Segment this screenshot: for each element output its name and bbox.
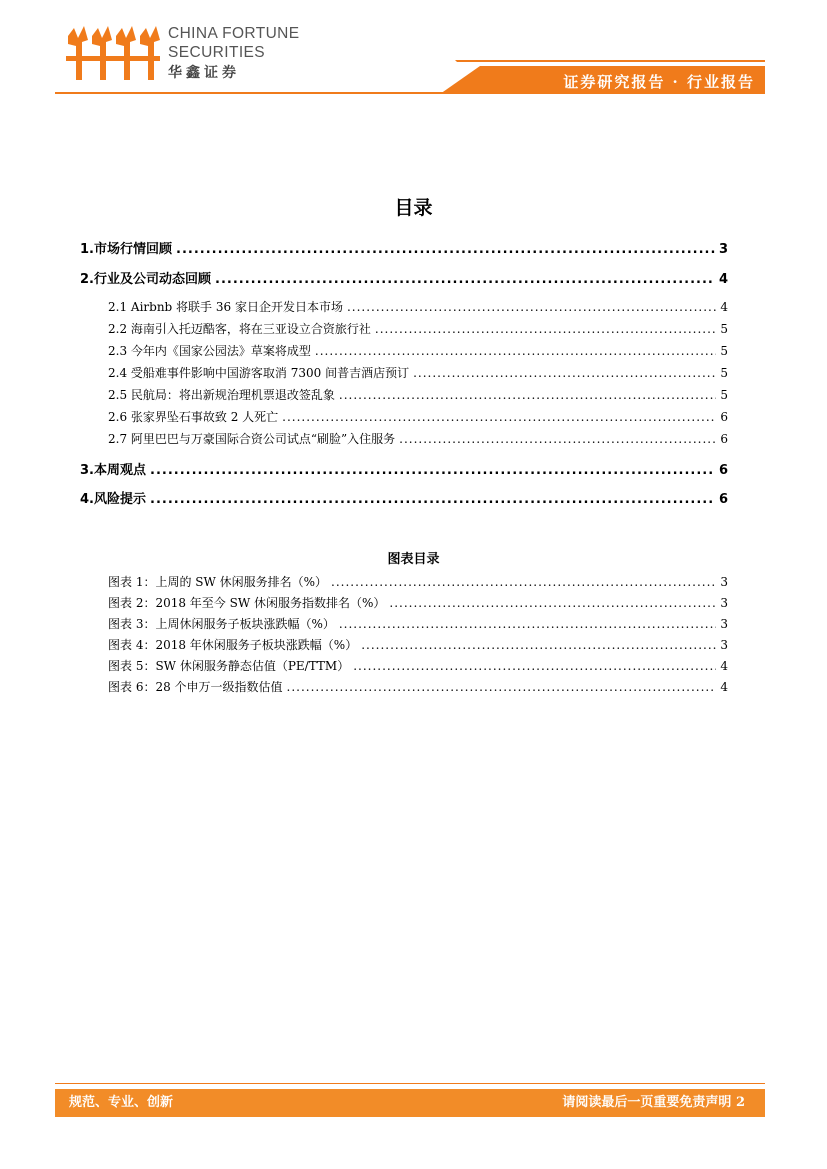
company-name-en-line2: SECURITIES xyxy=(168,44,266,61)
toc-subsection-label: 2.4 受船难事件影响中国游客取消 7300 间普吉酒店预订 xyxy=(108,366,410,380)
toc-page-number: 6 xyxy=(720,410,728,424)
toc-page-number: 4 xyxy=(720,680,728,694)
toc-leader-dots xyxy=(339,617,717,631)
toc-leader-dots xyxy=(389,596,716,610)
toc-section-4[interactable] xyxy=(80,488,728,507)
toc-leader-dots xyxy=(287,680,717,694)
toc-page-number: 6 xyxy=(720,432,728,446)
company-name-cn: 华鑫证券 xyxy=(168,64,240,80)
report-type-title: 证券研究报告 · 行业报告 xyxy=(563,73,755,91)
figure-entry-4[interactable] xyxy=(108,636,728,653)
toc-leader-dots xyxy=(361,638,716,652)
toc-leader-dots xyxy=(347,300,716,314)
toc-page-number: 5 xyxy=(720,388,728,402)
figure-entry-2[interactable] xyxy=(108,594,728,611)
toc-section-1[interactable] xyxy=(80,238,728,257)
toc-leader-dots xyxy=(339,388,716,402)
toc-subsection-label: 2.5 民航局：将出新规治理机票退改签乱象 xyxy=(108,388,335,402)
toc-leader-dots xyxy=(282,410,716,424)
page-footer xyxy=(55,1089,765,1117)
figure-entry-label: 图表 6：28 个申万一级指数估值 xyxy=(108,680,283,694)
toc-page-number: 3 xyxy=(718,242,728,257)
figure-list-title: 图表目录 xyxy=(387,552,440,567)
figure-entry-label: 图表 2：2018 年至今 SW 休闲服务指数排名（%） xyxy=(108,596,386,610)
toc-leader-dots xyxy=(315,344,716,358)
toc-section-label: 市场行情回顾 xyxy=(93,242,172,257)
footer-disclaimer-notice: 请阅读最后一页重要免责声明 2 xyxy=(562,1095,745,1110)
figure-entry-label: 图表 4：2018 年休闲服务子板块涨跌幅（%） xyxy=(108,638,358,652)
toc-page-number: 5 xyxy=(720,366,728,380)
toc-section-2[interactable] xyxy=(80,268,728,287)
toc-leader-dots xyxy=(150,463,715,478)
figure-entry-3[interactable] xyxy=(108,615,728,632)
footer-divider xyxy=(55,1083,765,1084)
toc-leader-dots xyxy=(331,575,716,589)
toc-subsection-2-1[interactable] xyxy=(108,298,728,315)
figure-entry-label: 图表 1：上周的 SW 休闲服务排名（%） xyxy=(108,575,328,589)
toc-subsection-label: 2.2 海南引入托迈酷客，将在三亚设立合资旅行社 xyxy=(108,322,371,336)
figure-entry-1[interactable] xyxy=(108,573,728,590)
toc-subsection-2-7[interactable] xyxy=(108,430,728,447)
toc-subsection-label: 2.6 张家界坠石事故致 2 人死亡 xyxy=(108,410,279,424)
figure-entry-label: 图表 5：SW 休闲服务静态估值（PE/TTM） xyxy=(108,659,350,673)
toc-subsection-label: 2.3 今年内《国家公园法》草案将成型 xyxy=(108,344,311,358)
toc-subsection-2-2[interactable] xyxy=(108,320,728,337)
toc-subsection-label: 2.7 阿里巴巴与万豪国际合资公司试点“刷脸”入住服务 xyxy=(108,432,396,446)
figure-entry-6[interactable] xyxy=(108,678,728,695)
toc-subsection-2-5[interactable] xyxy=(108,386,728,403)
toc-leader-dots xyxy=(353,659,716,673)
toc-section-label: 行业及公司动态回顾 xyxy=(93,272,211,287)
toc-page-number: 3 xyxy=(720,596,728,610)
toc-page-number: 6 xyxy=(718,463,728,478)
figure-entry-label: 图表 3：上周休闲服务子板块涨跌幅（%） xyxy=(108,617,335,631)
toc-page-number: 3 xyxy=(720,575,728,589)
toc-section-number: 3. xyxy=(80,463,94,478)
toc-page-number: 5 xyxy=(720,344,728,358)
page-header xyxy=(0,0,827,100)
toc-leader-dots xyxy=(375,322,716,336)
toc-leader-dots xyxy=(399,432,716,446)
toc-section-label: 本周观点 xyxy=(93,463,146,478)
toc-leader-dots xyxy=(150,492,715,507)
toc-leader-dots xyxy=(215,272,715,287)
footer-slogan: 规范、专业、创新 xyxy=(69,1095,174,1110)
toc-subsection-label: 2.1 Airbnb 将联手 36 家日企开发日本市场 xyxy=(108,300,343,314)
toc-page-number: 4 xyxy=(720,300,728,314)
toc-page-number: 5 xyxy=(720,322,728,336)
toc-section-number: 2. xyxy=(80,272,94,287)
toc-page-number: 3 xyxy=(720,617,728,631)
toc-subsection-2-3[interactable] xyxy=(108,342,728,359)
toc-section-3[interactable] xyxy=(80,459,728,478)
company-name-en-line1: CHINA FORTUNE xyxy=(168,25,300,42)
toc-subsection-2-6[interactable] xyxy=(108,408,728,425)
toc-section-number: 1. xyxy=(80,242,94,257)
toc-page-number: 4 xyxy=(720,659,728,673)
toc-page-number: 4 xyxy=(718,272,728,287)
toc-section-label: 风险提示 xyxy=(93,492,146,507)
toc-title: 目录 xyxy=(394,197,433,219)
toc-page-number: 3 xyxy=(720,638,728,652)
toc-section-number: 4. xyxy=(80,492,94,507)
toc-subsection-2-4[interactable] xyxy=(108,364,728,381)
toc-leader-dots xyxy=(413,366,716,380)
figure-entry-5[interactable] xyxy=(108,657,728,674)
toc-leader-dots xyxy=(176,242,715,257)
toc-page-number: 6 xyxy=(718,492,728,507)
